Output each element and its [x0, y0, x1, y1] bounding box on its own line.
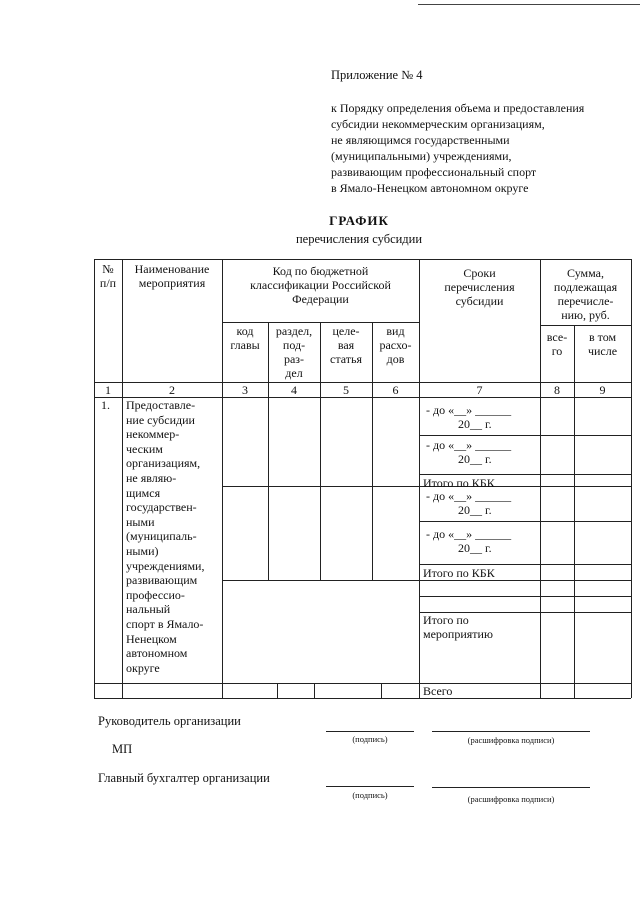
header-text: мероприятия — [138, 276, 206, 290]
header-expense-type — [372, 324, 419, 366]
header-text: статья — [330, 352, 362, 366]
appendix-line: в Ямало-Ненецком автономном округе — [331, 181, 529, 195]
column-number: 7 — [476, 383, 483, 397]
date-year-line: 20__ г. — [458, 541, 492, 555]
event-total-bottom-line — [94, 683, 631, 684]
appendix-line: субсидии некоммерческим организациям, — [331, 117, 545, 131]
event-name-line: нальный — [126, 602, 171, 617]
header-text: раз- — [283, 352, 305, 366]
decoding-caption: (расшифровка подписи) — [467, 735, 555, 745]
event-name-line: не являю- — [126, 470, 177, 485]
column-number: 4 — [291, 383, 297, 397]
amount-subheader-line — [540, 325, 631, 326]
event-name-line: ческим — [126, 441, 163, 456]
header-amount — [540, 266, 631, 322]
event-name-line: государствен- — [126, 500, 197, 515]
transfer-date-field[interactable] — [426, 438, 511, 466]
header-text: нию, руб. — [561, 308, 610, 322]
date-year-line: 20__ г. — [458, 417, 492, 431]
column-number: 2 — [169, 383, 175, 397]
header-text: Сроки — [463, 266, 496, 280]
grand-total-label: Всего — [423, 684, 453, 698]
date-year-line: 20__ г. — [458, 452, 492, 466]
date-year-line: 20__ г. — [458, 503, 492, 517]
event-total-label — [423, 613, 493, 641]
header-text: № — [102, 262, 114, 276]
top-border-line — [418, 4, 640, 5]
header-text: дов — [386, 352, 405, 366]
date-line: - до «__» ______ — [426, 403, 512, 417]
row-number: 1. — [101, 398, 110, 412]
transfer-date-field[interactable] — [426, 489, 511, 517]
header-text: вид — [386, 324, 405, 338]
kbk-total-label: Итого по КБК — [423, 476, 495, 490]
head-signature-line[interactable] — [326, 731, 414, 732]
event-name-line: спорт в Ямало- — [126, 616, 204, 631]
event-total-text: мероприятию — [423, 627, 493, 641]
event-name-line: профессио- — [126, 587, 185, 602]
header-text: п/п — [99, 276, 117, 290]
document-subtitle: перечисления субсидии — [295, 232, 423, 246]
header-text: целе- — [332, 324, 360, 338]
header-text: Сумма, — [567, 266, 604, 280]
event-name-line: некоммер- — [126, 427, 180, 442]
event-name-line: Ненецком — [126, 631, 177, 646]
event-name-line: организациям, — [126, 456, 201, 471]
column-divider — [381, 683, 382, 698]
appendix-line: развивающим профессиональный спорт — [331, 165, 537, 179]
header-text: вая — [337, 338, 355, 352]
event-name-line: ными) — [126, 543, 159, 558]
empty-row-line — [419, 596, 631, 597]
header-text: классификации Российской — [250, 278, 391, 292]
transfer-date-field[interactable] — [426, 403, 511, 431]
header-text: дел — [285, 366, 303, 380]
signature-caption: (подпись) — [352, 790, 388, 800]
date-row-line — [419, 435, 631, 436]
header-amount-including — [574, 330, 631, 358]
header-text: Федерации — [292, 292, 349, 306]
column-divider — [122, 259, 123, 698]
date-line: - до «__» ______ — [426, 527, 512, 541]
header-budget-code — [222, 264, 419, 306]
event-name-line: ние субсидии — [126, 412, 195, 427]
event-name-line: Предоставле- — [126, 398, 196, 412]
transfer-date-field[interactable] — [426, 527, 511, 555]
header-section — [268, 324, 320, 380]
header-text: го — [551, 344, 563, 358]
event-name-line: автономном — [126, 646, 188, 661]
event-name-line: округе — [126, 660, 160, 675]
appendix-title: Приложение № 4 — [331, 68, 423, 82]
date-line: - до «__» ______ — [426, 438, 512, 452]
header-transfer-terms — [419, 266, 540, 308]
header-text: раздел, — [275, 324, 313, 338]
header-text: числе — [587, 344, 618, 358]
column-number: 1 — [105, 383, 111, 397]
event-name-line: щимся — [126, 485, 161, 500]
header-target-article — [320, 324, 372, 366]
column-number: 6 — [392, 383, 399, 397]
appendix-line: (муниципальными) учреждениями, — [331, 149, 512, 163]
header-text: код — [236, 324, 254, 338]
date-line: - до «__» ______ — [426, 489, 512, 503]
accountant-signature-line[interactable] — [326, 786, 414, 787]
kbk-row-line — [222, 580, 631, 581]
event-total-text: Итого по — [423, 613, 469, 627]
column-divider — [314, 683, 315, 698]
header-text: перечисле- — [557, 294, 614, 308]
column-number: 9 — [599, 383, 606, 397]
header-text: главы — [230, 338, 260, 352]
header-event-name — [122, 262, 222, 290]
column-number: 8 — [554, 383, 560, 397]
appendix-line: не являющимся государственными — [331, 133, 510, 147]
decoding-caption: (расшифровка подписи) — [467, 794, 555, 804]
header-text: в том — [588, 330, 617, 344]
header-text: перечисления — [444, 280, 515, 294]
table-border-bottom — [94, 698, 631, 699]
event-name — [126, 398, 222, 675]
seal-label: МП — [112, 742, 133, 756]
table-border-left — [94, 259, 95, 698]
column-divider — [277, 683, 278, 698]
header-text: подлежащая — [553, 280, 618, 294]
event-name-line: развивающим — [126, 573, 198, 588]
date-row-line — [419, 564, 631, 565]
header-text: Наименование — [134, 262, 210, 276]
date-row-line — [419, 521, 631, 522]
head-decoding-line[interactable] — [432, 731, 590, 732]
column-divider — [574, 325, 575, 698]
header-text: под- — [282, 338, 306, 352]
event-name-line: (муниципаль- — [126, 529, 197, 544]
kbk-total-label: Итого по КБК — [423, 566, 495, 580]
event-name-line: учреждениями, — [126, 558, 205, 573]
chief-accountant-label: Главный бухгалтер организации — [98, 771, 270, 785]
column-divider — [419, 259, 420, 698]
header-chapter-code — [222, 324, 268, 352]
appendix-description — [331, 100, 584, 196]
column-divider — [540, 259, 541, 698]
head-of-organization-label: Руководитель организации — [98, 714, 241, 728]
header-text: Код по бюджетной — [272, 264, 369, 278]
table-border-top — [94, 259, 631, 260]
accountant-decoding-line[interactable] — [432, 787, 590, 788]
column-number: 3 — [242, 383, 248, 397]
header-text: расхо- — [379, 338, 412, 352]
header-number — [94, 262, 122, 290]
appendix-line: к Порядку определения объема и предоставления — [331, 101, 585, 115]
table-border-right — [631, 259, 632, 698]
column-number: 5 — [343, 383, 349, 397]
header-text: все- — [546, 330, 568, 344]
document-title: ГРАФИК — [329, 213, 389, 228]
event-name-line: ными — [126, 514, 155, 529]
header-text: субсидии — [455, 294, 504, 308]
signature-caption: (подпись) — [352, 734, 388, 744]
date-row-line — [419, 474, 631, 475]
header-amount-total — [540, 330, 574, 358]
